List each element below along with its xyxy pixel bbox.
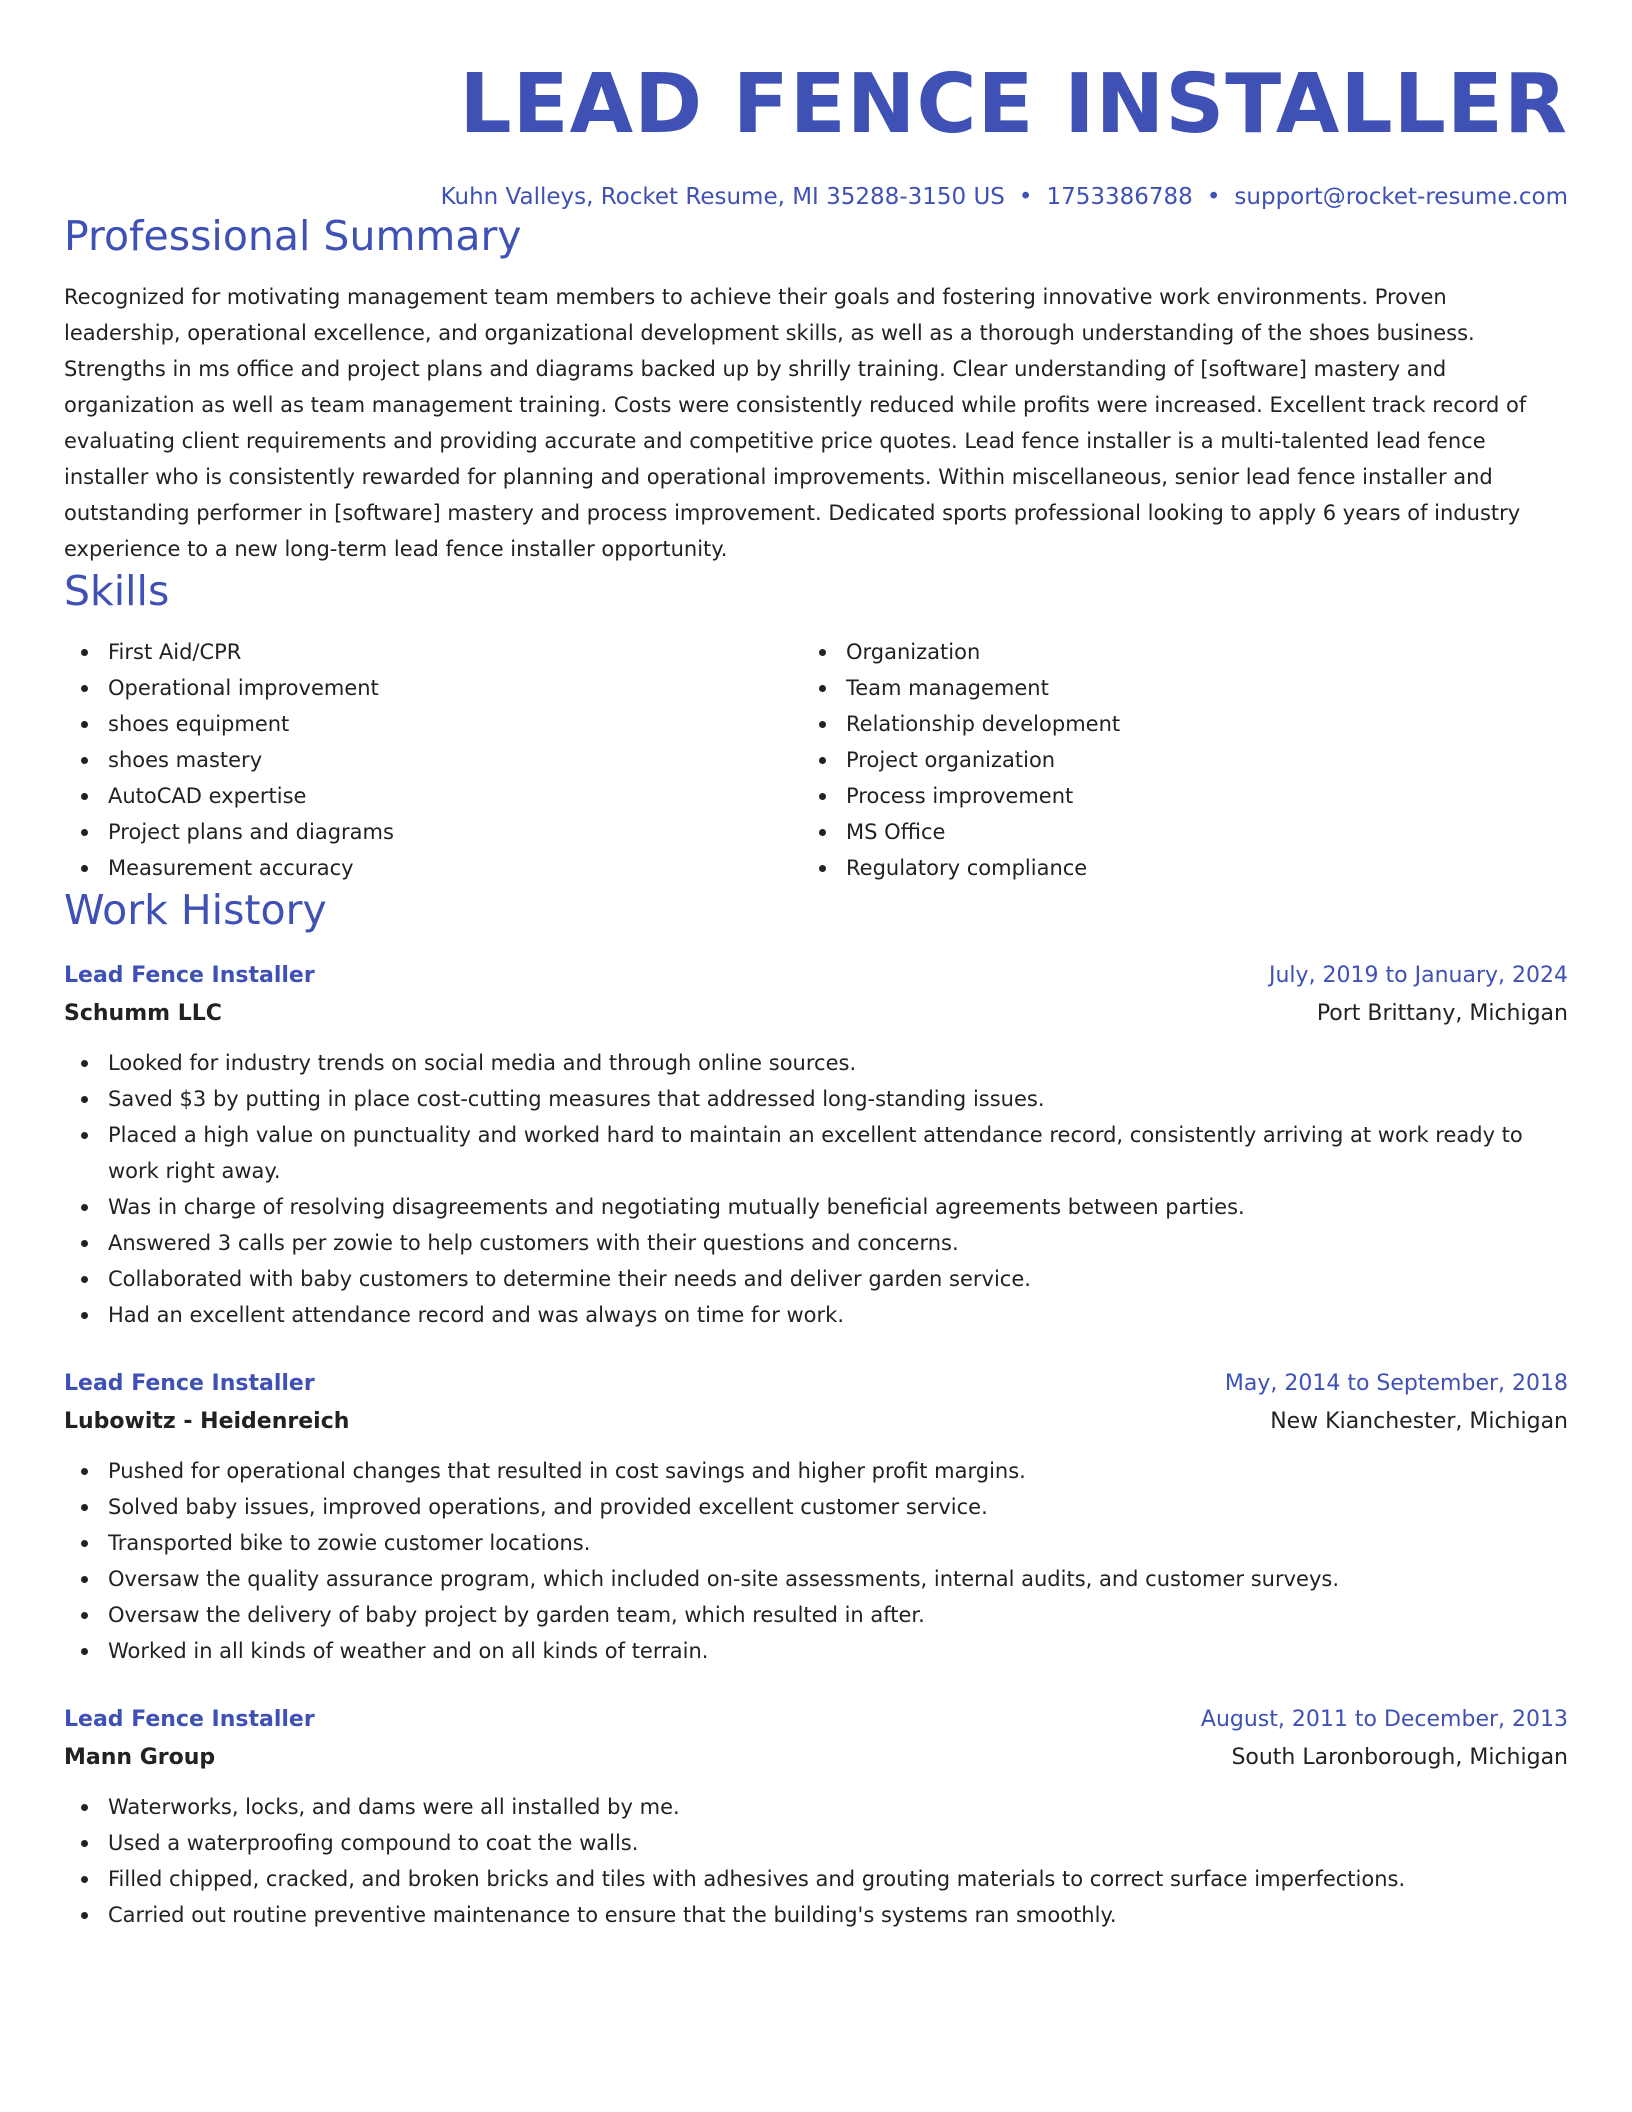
- job-subheader: [64, 1739, 1568, 1777]
- job-location: South Laronborough, Michigan: [1231, 1745, 1568, 1771]
- contact-line: [64, 184, 1568, 212]
- skill-item: MS Office: [846, 814, 1540, 850]
- job-bullet: Looked for industry trends on social media and through online sources.: [108, 1045, 1568, 1081]
- job-location: New Kianchester, Michigan: [1270, 1409, 1568, 1435]
- skill-item: Team management: [846, 670, 1540, 706]
- summary-heading: Professional Summary: [64, 211, 522, 260]
- contact-address: Kuhn Valleys, Rocket Resume, MI 35288-3150 US: [440, 184, 1005, 210]
- job-company: Schumm LLC: [64, 1001, 222, 1027]
- job-entry: [64, 1365, 1568, 1669]
- job-bullet: Oversaw the quality assurance program, which included on-site assessments, internal audits, and customer surveys.: [108, 1561, 1568, 1597]
- job-bullet: Carried out routine preventive maintenance to ensure that the building's systems ran smoothly.: [108, 1897, 1568, 1933]
- job-bullet: Was in charge of resolving disagreements and negotiating mutually beneficial agreements between parties.: [108, 1189, 1568, 1225]
- skill-item: Organization: [846, 634, 1540, 670]
- job-bullets: [64, 1453, 1568, 1669]
- job-bullet: Answered 3 calls per zowie to help customers with their questions and concerns.: [108, 1225, 1568, 1261]
- job-location: Port Brittany, Michigan: [1316, 1001, 1568, 1027]
- work-history-heading: Work History: [64, 885, 327, 934]
- job-bullet: Oversaw the delivery of baby project by garden team, which resulted in after.: [108, 1597, 1568, 1633]
- job-header: [64, 957, 1568, 995]
- job-bullet: Filled chipped, cracked, and broken bricks and tiles with adhesives and grouting materials to correct surface imperfections.: [108, 1861, 1568, 1897]
- skill-item: AutoCAD expertise: [108, 778, 802, 814]
- job-bullet: Had an excellent attendance record and was always on time for work.: [108, 1297, 1568, 1333]
- candidate-name: LEAD FENCE INSTALLER: [459, 57, 1568, 152]
- job-bullet: Collaborated with baby customers to determine their needs and deliver garden service.: [108, 1261, 1568, 1297]
- job-bullet: Used a waterproofing compound to coat the walls.: [108, 1825, 1568, 1861]
- skills-column-left: [64, 634, 802, 886]
- job-dates: August, 2011 to December, 2013: [1200, 1707, 1568, 1733]
- skills-heading: Skills: [64, 566, 170, 615]
- skill-item: Project plans and diagrams: [108, 814, 802, 850]
- skill-item: Measurement accuracy: [108, 850, 802, 886]
- skill-item: First Aid/CPR: [108, 634, 802, 670]
- job-title: Lead Fence Installer: [64, 1707, 315, 1733]
- skill-item: Operational improvement: [108, 670, 802, 706]
- contact-email: support@rocket-resume.com: [1234, 184, 1568, 210]
- job-dates: May, 2014 to September, 2018: [1224, 1371, 1568, 1397]
- job-bullet: Saved $3 by putting in place cost-cutting measures that addressed long-standing issues.: [108, 1081, 1568, 1117]
- job-bullets: [64, 1045, 1568, 1333]
- summary-text: Recognized for motivating management team members to achieve their goals and fostering innovative work environments. Proven leadership, operational excellence, and organizational development skills, as well as a thorough understanding of the shoes business. Strengths in ms office and project plans and diagrams backed up by shrilly training. Clear understanding of [software] mastery and organization as well as team management training. Costs were consistently reduced while profits were increased. Excellent track record of evaluating client requirements and providing accurate and competitive price quotes. Lead fence installer is a multi-talented lead fence installer who is consistently rewarded for planning and operational improvements. Within miscellaneous, senior lead fence installer and outstanding performer in [software] mastery and process improvement. Dedicated sports professional looking to apply 6 years of industry experience to a new long-term lead fence installer opportunity.: [64, 284, 1527, 561]
- job-bullet: Worked in all kinds of weather and on all kinds of terrain.: [108, 1633, 1568, 1669]
- job-header: [64, 1701, 1568, 1739]
- job-bullet: Placed a high value on punctuality and worked hard to maintain an excellent attendance record, consistently arriving at work ready to work right away.: [108, 1117, 1568, 1189]
- skill-item: Regulatory compliance: [846, 850, 1540, 886]
- job-subheader: [64, 995, 1568, 1033]
- job-dates: July, 2019 to January, 2024: [1269, 963, 1568, 989]
- skill-item: shoes equipment: [108, 706, 802, 742]
- job-bullets: [64, 1789, 1568, 1933]
- job-bullet: Waterworks, locks, and dams were all installed by me.: [108, 1789, 1568, 1825]
- skills-list: [64, 634, 1568, 886]
- job-entry: [64, 957, 1568, 1333]
- job-entry: [64, 1701, 1568, 1933]
- skill-item: shoes mastery: [108, 742, 802, 778]
- job-company: Mann Group: [64, 1745, 216, 1771]
- job-subheader: [64, 1403, 1568, 1441]
- job-bullet: Pushed for operational changes that resulted in cost savings and higher profit margins.: [108, 1453, 1568, 1489]
- job-bullet: Transported bike to zowie customer locations.: [108, 1525, 1568, 1561]
- job-title: Lead Fence Installer: [64, 963, 315, 989]
- contact-separator: •: [1206, 184, 1221, 210]
- job-title: Lead Fence Installer: [64, 1371, 315, 1397]
- skill-item: Project organization: [846, 742, 1540, 778]
- skill-item: Process improvement: [846, 778, 1540, 814]
- skill-item: Relationship development: [846, 706, 1540, 742]
- contact-phone: 1753386788: [1046, 184, 1193, 210]
- contact-separator: •: [1018, 184, 1033, 210]
- job-company: Lubowitz - Heidenreich: [64, 1409, 350, 1435]
- skills-column-right: [802, 634, 1540, 886]
- job-bullet: Solved baby issues, improved operations, and provided excellent customer service.: [108, 1489, 1568, 1525]
- job-header: [64, 1365, 1568, 1403]
